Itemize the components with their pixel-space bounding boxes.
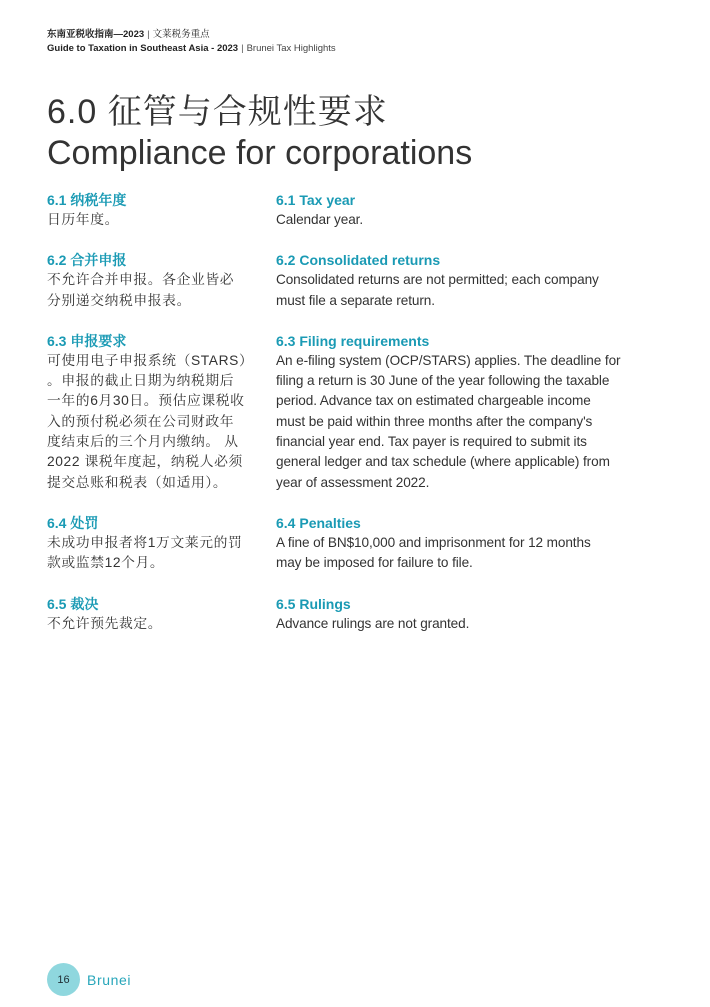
body-line: must file a separate return. bbox=[276, 292, 435, 308]
page-title-en: Compliance for corporations bbox=[47, 134, 473, 172]
header-zh-subtitle: 文莱税务重点 bbox=[152, 29, 210, 40]
header-zh-line bbox=[47, 28, 336, 42]
body-line: general ledger and tax schedule (where applicable) from bbox=[276, 454, 610, 470]
body-line: 不允许合并申报。各企业皆必 bbox=[47, 272, 235, 288]
body-line: filing a return is 30 June of the year following the taxable bbox=[276, 373, 610, 389]
footer-country: Brunei bbox=[87, 971, 132, 988]
body-line: A fine of BN$10,000 and imprisonment for 12 months bbox=[276, 534, 591, 550]
section-en bbox=[276, 331, 651, 493]
body-line: year of assessment 2022. bbox=[276, 474, 430, 490]
body-line: 可使用电子申报系统（STARS） bbox=[47, 352, 254, 368]
section-body bbox=[47, 270, 257, 311]
section-body bbox=[276, 614, 651, 634]
body-line: 日历年度。 bbox=[47, 212, 119, 227]
section-body bbox=[276, 210, 651, 230]
header-en-line bbox=[47, 42, 336, 56]
section-heading: 6.2 Consolidated returns bbox=[276, 252, 441, 269]
section-heading: 6.1 纳税年度 bbox=[47, 192, 127, 208]
body-line: An e-filing system (OCP/STARS) applies. The deadline for bbox=[276, 352, 621, 368]
body-line: 度结束后的三个月内缴纳。 从 bbox=[47, 434, 239, 450]
page-footer bbox=[47, 963, 131, 996]
body-line: Calendar year. bbox=[276, 212, 364, 227]
section-body bbox=[47, 533, 257, 574]
page-title bbox=[47, 92, 472, 174]
chinese-column bbox=[47, 190, 257, 654]
page-number-badge bbox=[47, 963, 80, 996]
section-zh bbox=[47, 190, 257, 230]
section-body bbox=[47, 614, 257, 634]
header-en-title: Guide to Taxation in Southeast Asia - 2023 bbox=[47, 43, 239, 54]
section-body bbox=[47, 210, 257, 230]
section-en bbox=[276, 250, 651, 311]
body-line: 分别递交纳税申报表。 bbox=[47, 292, 191, 308]
header-separator: | bbox=[147, 29, 150, 40]
page-number: 16 bbox=[57, 973, 70, 986]
english-column bbox=[276, 190, 651, 654]
section-heading: 6.5 Rulings bbox=[276, 595, 351, 612]
section-heading: 6.1 Tax year bbox=[276, 192, 356, 208]
body-line: Consolidated returns are not permitted; each company bbox=[276, 272, 599, 288]
section-zh bbox=[47, 331, 257, 493]
section-heading: 6.3 申报要求 bbox=[47, 332, 127, 349]
section-heading: 6.5 裁决 bbox=[47, 595, 99, 612]
body-line: 一年的6月30日。预估应课税收 bbox=[47, 393, 245, 409]
section-heading: 6.4 处罚 bbox=[47, 514, 99, 531]
body-line: 未成功申报者将1万文莱元的罚 bbox=[47, 534, 243, 550]
section-body bbox=[276, 351, 651, 493]
header-separator: | bbox=[241, 43, 244, 54]
header-zh-title: 东南亚税收指南—2023 bbox=[47, 29, 145, 40]
header-en-subtitle: Brunei Tax Highlights bbox=[246, 43, 336, 54]
section-body bbox=[276, 270, 651, 311]
body-line: must be paid within three months after the company's bbox=[276, 413, 593, 429]
body-line: 。申报的截止日期为纳税期后 bbox=[47, 373, 235, 389]
section-heading: 6.3 Filing requirements bbox=[276, 332, 430, 349]
section-zh bbox=[47, 513, 257, 574]
section-body bbox=[276, 533, 651, 574]
running-header bbox=[47, 28, 336, 56]
section-zh bbox=[47, 594, 257, 634]
body-line: financial year end. Tax payer is required to submit its bbox=[276, 434, 587, 450]
section-en bbox=[276, 190, 651, 230]
section-en bbox=[276, 513, 651, 574]
body-line: 提交总账和税表（如适用）。 bbox=[47, 474, 228, 490]
section-heading: 6.4 Penalties bbox=[276, 514, 361, 531]
section-zh bbox=[47, 250, 257, 311]
section-heading: 6.2 合并申报 bbox=[47, 252, 127, 269]
body-line: period. Advance tax on estimated chargeable income bbox=[276, 393, 591, 409]
body-line: 2022 课税年度起，纳税人必须 bbox=[47, 454, 243, 470]
body-line: may be imposed for failure to file. bbox=[276, 555, 473, 571]
body-line: 不允许预先裁定。 bbox=[47, 615, 163, 631]
body-line: Advance rulings are not granted. bbox=[276, 615, 470, 631]
body-line: 款或监禁12个月。 bbox=[47, 555, 165, 571]
section-en bbox=[276, 594, 651, 634]
body-line: 入的预付税必须在公司财政年 bbox=[47, 413, 235, 429]
page-title-zh: 6.0 征管与合规性要求 bbox=[47, 93, 388, 131]
section-body bbox=[47, 351, 257, 493]
